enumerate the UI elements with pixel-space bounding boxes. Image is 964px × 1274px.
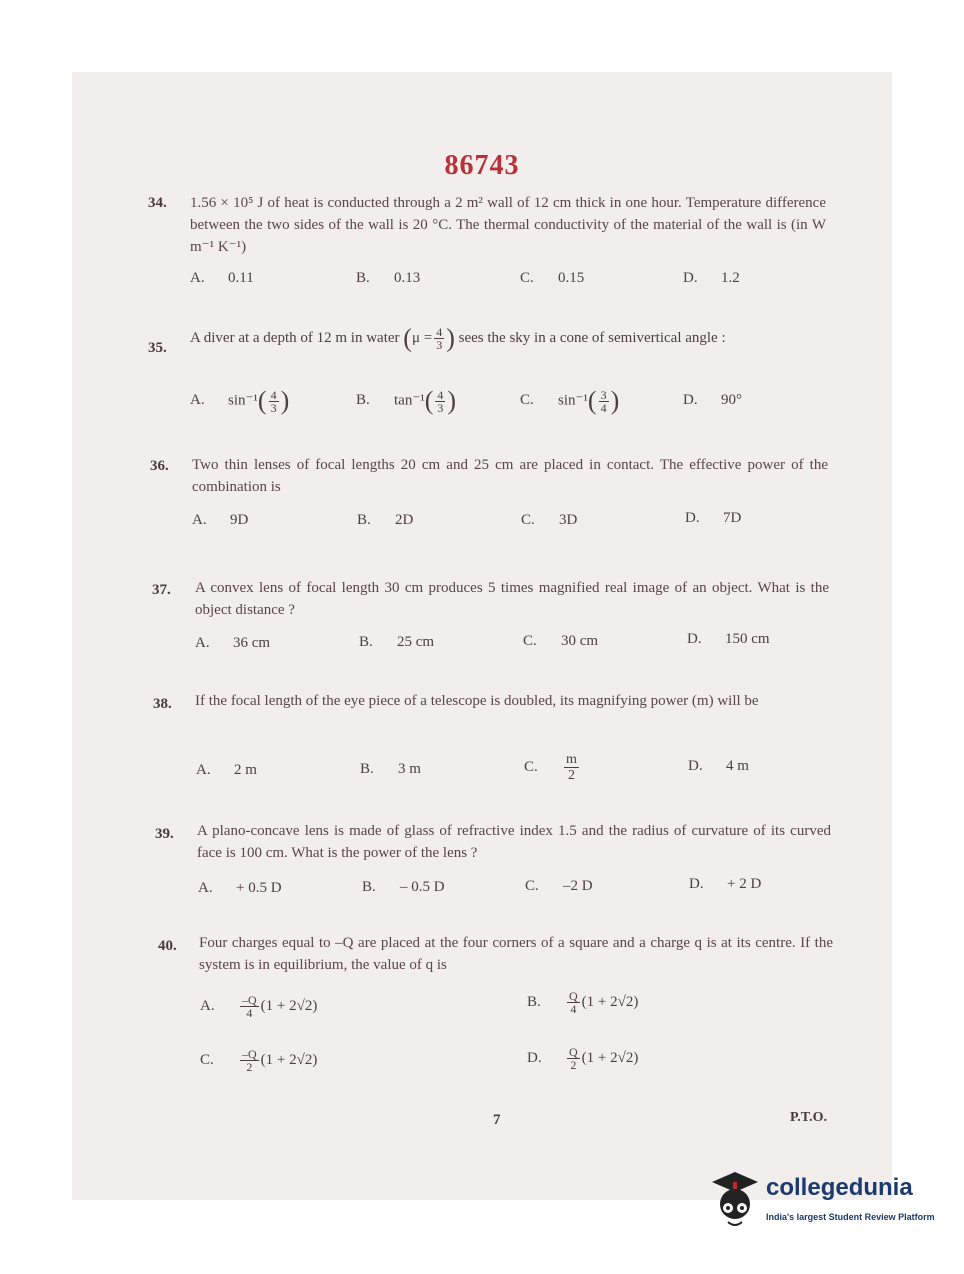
question-text: If the focal length of the eye piece of a telescope is doubled, its magnifying power (m) will be — [195, 693, 759, 709]
option-a: A. $\frac{-Q}{4}$ (1 + 2√2) — [200, 993, 318, 1020]
option-b: B. tan⁻¹( $\frac{4}{3}$ ) — [356, 386, 457, 415]
option-c: C. $\frac{m}{2}$ — [524, 752, 577, 783]
question-number: 39. — [155, 826, 174, 842]
paper-code: 86743 — [444, 150, 520, 181]
question-number: 37. — [152, 582, 171, 598]
question-text: 1.56 × 10⁵ J of heat is conducted through a 2 m² wall of 12 cm thick in one hour. Temperature difference between the two sides of the wall is 20 °C. The thermal conductivity of the material of the wall is (in W m⁻¹ K⁻¹) — [190, 195, 826, 255]
option-d: D. + 2 D — [689, 876, 762, 892]
option-d: D. 4 m — [688, 758, 749, 774]
question-number: 36. — [150, 458, 169, 474]
option-c: C. 30 cm — [523, 633, 599, 649]
question-number: 35. — [148, 340, 167, 356]
option-a: A. 36 cm — [195, 635, 271, 651]
option-a: A. 0.11 — [190, 270, 254, 286]
pto-label: P.T.O. — [790, 1110, 827, 1125]
question-text: Two thin lenses of focal lengths 20 cm and 25 cm are placed in contact. The effective power of the combination is — [192, 457, 828, 495]
brand-tagline: India's largest Student Review Platform — [766, 1212, 935, 1222]
question-text: A plano-concave lens is made of glass of refractive index 1.5 and the radius of curvature of its curved face is 100 cm. What is the power of the lens ? — [197, 823, 831, 861]
option-b: B. 2D — [357, 512, 414, 528]
option-b: B. 25 cm — [359, 634, 435, 650]
option-c: C. 0.15 — [520, 270, 585, 286]
option-d: D. 90° — [683, 392, 742, 408]
option-a: A. 2 m — [196, 762, 257, 778]
option-d: D. 7D — [685, 510, 742, 526]
option-c: C. 3D — [521, 512, 578, 528]
question-number: 34. — [148, 195, 167, 211]
mascot-icon — [708, 1168, 762, 1234]
question-number: 38. — [153, 696, 172, 712]
option-b: B. $\frac{Q}{4}$ (1 + 2√2) — [527, 989, 639, 1016]
option-d: D. 1.2 — [683, 270, 740, 286]
option-d: D. 150 cm — [687, 631, 770, 647]
brand-watermark — [708, 1168, 948, 1238]
option-c: C. –2 D — [525, 878, 593, 894]
option-a: A. + 0.5 D — [198, 880, 282, 896]
option-a: A. sin⁻¹( $\frac{4}{3}$ ) — [190, 386, 290, 415]
page-number: 7 — [493, 1112, 501, 1128]
option-a: A. 9D — [192, 512, 249, 528]
option-c: C. sin⁻¹( $\frac{3}{4}$ ) — [520, 386, 620, 415]
brand-name: collegedunia — [766, 1174, 913, 1201]
question-text: A convex lens of focal length 30 cm produces 5 times magnified real image of an object. What is the object distance ? — [195, 580, 829, 618]
option-b: B. 0.13 — [356, 270, 421, 286]
question-number: 40. — [158, 938, 177, 954]
option-d: D. $\frac{Q}{2}$ (1 + 2√2) — [527, 1045, 639, 1072]
option-b: B. – 0.5 D — [362, 879, 445, 895]
question-text: Four charges equal to –Q are placed at the four corners of a square and a charge q is at its centre. If the system is in equilibrium, the value of q is — [199, 935, 833, 973]
question-text: A diver at a depth of 12 m in water (μ = $\frac{4}{3}$ ) sees the sky in a cone of semivertical angle : — [190, 323, 726, 353]
option-c: C. $\frac{-Q}{2}$ (1 + 2√2) — [200, 1047, 318, 1074]
option-b: B. 3 m — [360, 761, 421, 777]
